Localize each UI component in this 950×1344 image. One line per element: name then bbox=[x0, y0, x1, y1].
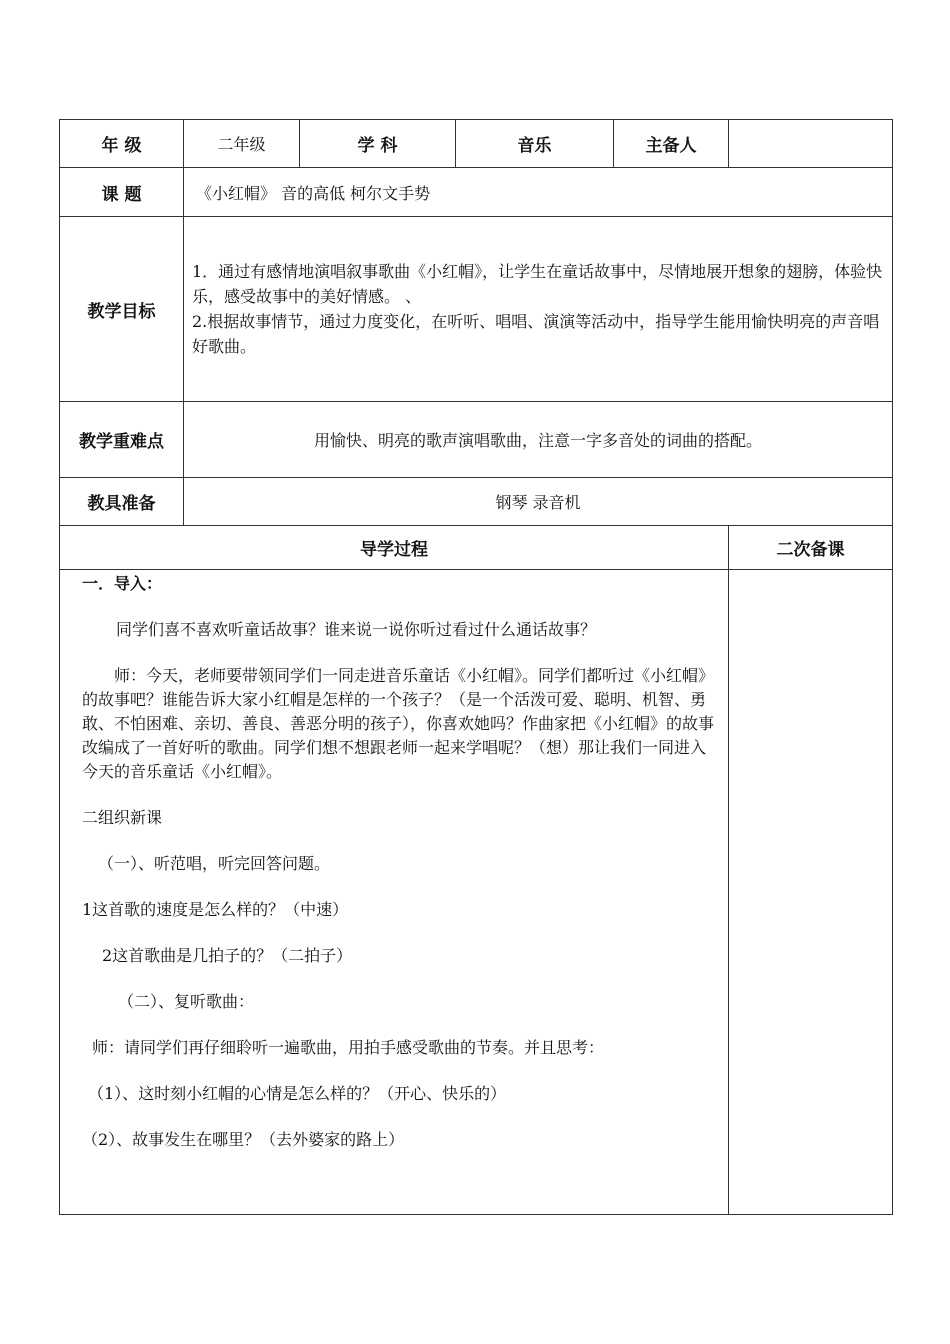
section-intro-heading: 一．导入： bbox=[82, 574, 163, 593]
process-body-row bbox=[60, 570, 893, 1215]
subject-value: 音乐 bbox=[456, 120, 614, 168]
keypoints-value: 用愉快、明亮的歌声演唱歌曲，注意一字多音处的词曲的搭配。 bbox=[184, 402, 893, 478]
process-content bbox=[60, 570, 729, 1215]
intro-teacher-talk: 师：今天，老师要带领同学们一同走进音乐童话《小红帽》。同学们都听过《小红帽》的故事吧？谁能告诉大家小红帽是怎样的一个孩子？（是一个活泼可爱、聪明、机智、勇敢、不怕困难、亲切、善良、善恶分明的孩子），你喜欢她吗？作曲家把《小红帽》的故事改编成了一首好听的歌曲。同学们想不想跟老师一起来学唱呢？（想）那让我们一同进入今天的音乐童话《小红帽》。 bbox=[82, 666, 715, 781]
keypoints-row bbox=[60, 402, 893, 478]
preparer-value bbox=[729, 120, 893, 168]
objectives-row bbox=[60, 217, 893, 402]
secondary-prep-label: 二次备课 bbox=[729, 526, 893, 570]
objectives-content bbox=[184, 217, 893, 402]
step-2-heading: （二）、复听歌曲： bbox=[118, 992, 255, 1011]
objectives-label: 教学目标 bbox=[60, 217, 184, 402]
header-row bbox=[60, 120, 893, 168]
step-1-heading: （一）、听范唱，听完回答问题。 bbox=[98, 854, 331, 873]
materials-label: 教具准备 bbox=[60, 478, 184, 526]
preparer-label: 主备人 bbox=[614, 120, 729, 168]
keypoints-label: 教学重难点 bbox=[60, 402, 184, 478]
question-2: 2这首歌曲是几拍子的？（二拍子） bbox=[102, 946, 353, 965]
process-label: 导学过程 bbox=[60, 526, 729, 570]
topic-row bbox=[60, 168, 893, 217]
intro-question: 同学们喜不喜欢听童话故事？谁来说一说你听过看过什么通话故事？ bbox=[116, 620, 597, 639]
teacher-instruction: 师：请同学们再仔细聆听一遍歌曲，用拍手感受歌曲的节奏。并且思考： bbox=[92, 1038, 605, 1057]
materials-value: 钢琴 录音机 bbox=[184, 478, 893, 526]
lesson-plan-sheet bbox=[59, 119, 892, 1215]
think-question-1: （1）、这时刻小红帽的心情是怎么样的？（开心、快乐的） bbox=[88, 1084, 507, 1103]
objective-1: 1．通过有感情地演唱叙事歌曲《小红帽》，让学生在童话故事中，尽情地展开想象的翅膀，体验快乐，感受故事中的美好情感。 、 bbox=[192, 262, 883, 306]
question-1: 1这首歌的速度是怎么样的？（中速） bbox=[82, 900, 349, 919]
topic-label: 课 题 bbox=[60, 168, 184, 217]
topic-value: 《小红帽》 音的高低 柯尔文手势 bbox=[184, 168, 893, 217]
subject-label: 学 科 bbox=[300, 120, 456, 168]
section-new-lesson-heading: 二组织新课 bbox=[82, 808, 163, 827]
think-question-2: （2）、故事发生在哪里？（去外婆家的路上） bbox=[82, 1130, 405, 1149]
secondary-prep-cell bbox=[729, 570, 893, 1215]
lesson-plan-table bbox=[59, 119, 893, 1215]
objective-2: 2.根据故事情节，通过力度变化，在听听、唱唱、演演等活动中，指导学生能用愉快明亮的声音唱好歌曲。 bbox=[192, 312, 880, 356]
process-header-row bbox=[60, 526, 893, 570]
materials-row bbox=[60, 478, 893, 526]
grade-value: 二年级 bbox=[184, 120, 300, 168]
grade-label: 年 级 bbox=[60, 120, 184, 168]
